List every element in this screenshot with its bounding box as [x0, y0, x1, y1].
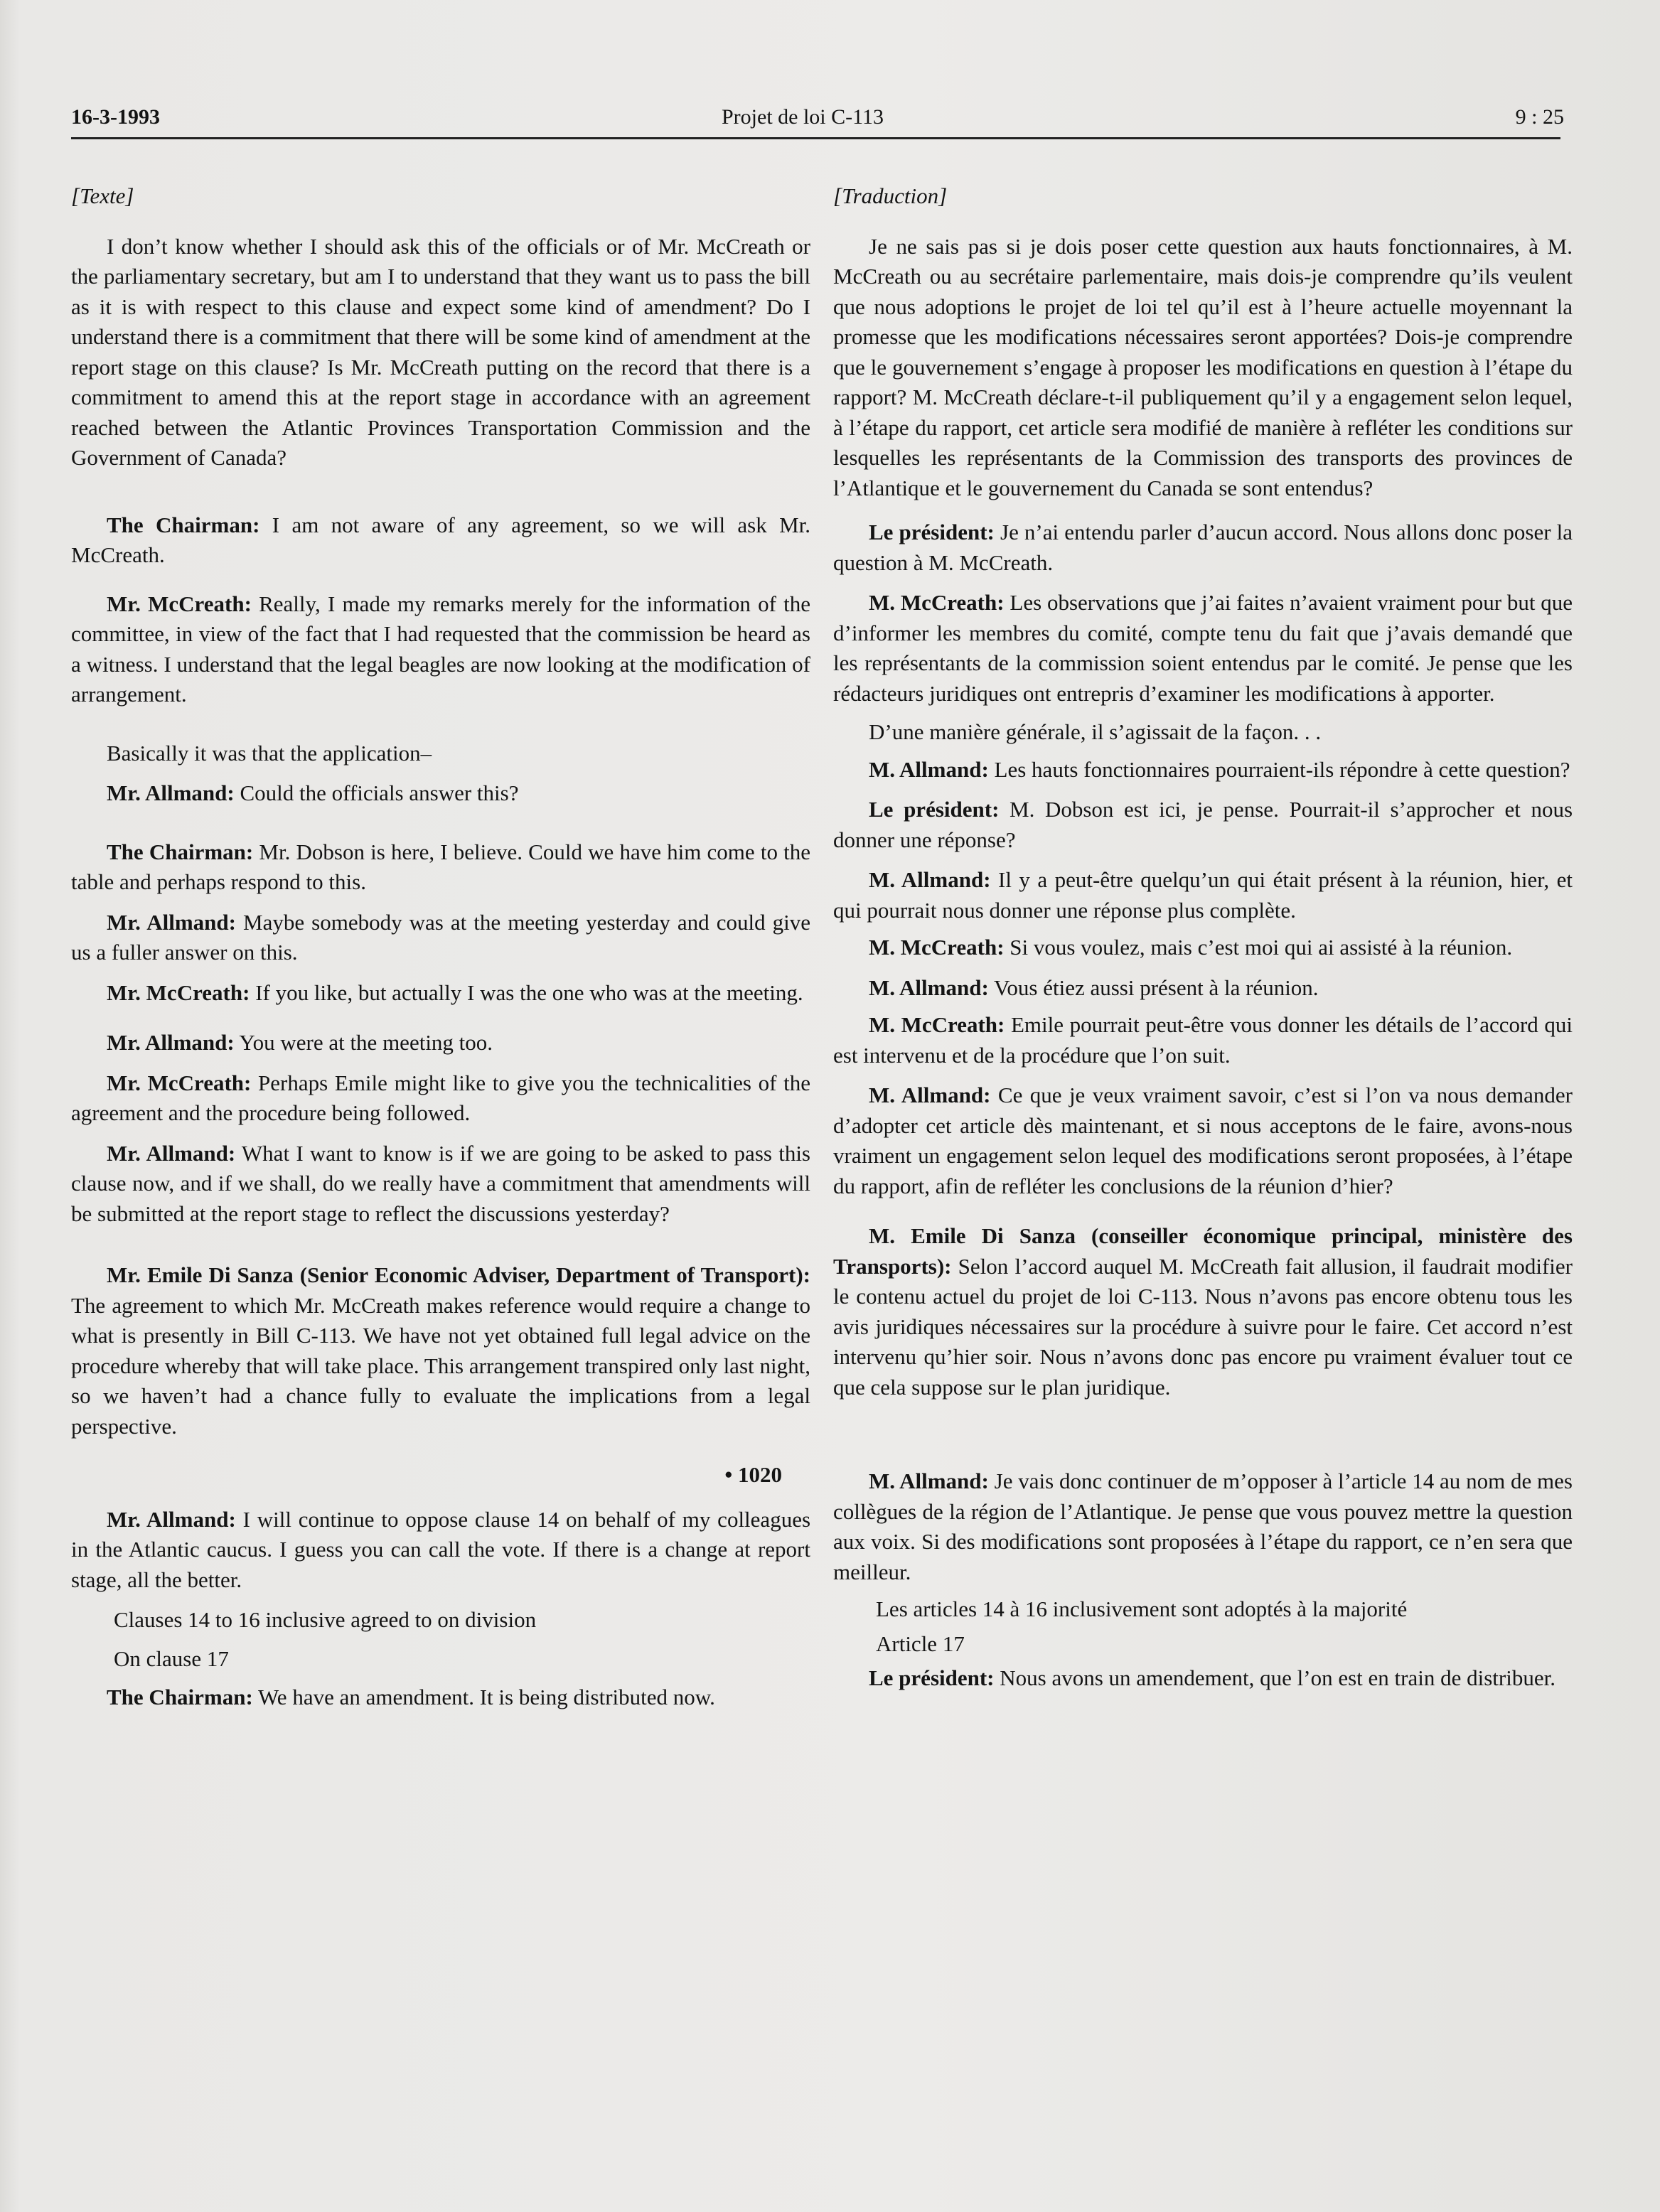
header-page-number: 9 : 25 [1515, 105, 1564, 129]
paragraph [833, 1010, 1573, 1070]
paragraph [71, 908, 810, 968]
paragraph [71, 510, 810, 571]
paragraph: I don’t know whether I should ask this of the officials or of Mr. McCreath or the parliamentary secretary, but am I to understand that they want us to pass the bill as it is with respect to this clause and expect some kind of amendment? Do I understand there is a commitment that there will be some kind of amendment at the report stage on this clause? Is Mr. McCreath putting on the record that there is a commitment to amend this at the report stage in accordance with an agreement reached between the Atlantic Provinces Transportation Commission and the Government of Canada? [71, 233, 810, 470]
speaker: Le président: [869, 797, 1000, 822]
clause-heading: Article 17 [876, 1631, 965, 1656]
page-header [71, 100, 1564, 142]
speech: Emile pourrait peut-être vous donner les détails de l’accord qui est intervenu et de la procédure que l’on suit. [833, 1012, 1573, 1068]
speech: Selon l’accord auquel M. McCreath fait allusion, il faudrait modifier le contenu actuel du projet de loi C-113. Nous n’avons pas encore obtenu tous les avis juridiques nécessaires sur la procédure à suivre pour le faire. Cet accord n’est intervenu qu’hier soir. Nous n’avons donc pas encore pu vraiment évaluer tout ce que cela suppose sur le plan juridique. [833, 1253, 1573, 1400]
speaker: Mr. Allmand: [107, 1030, 235, 1055]
speaker: M. Allmand: [869, 867, 991, 892]
speaker: Le président: [869, 520, 995, 544]
speaker: The Chairman: [107, 839, 254, 864]
speech: Ce que je veux vraiment savoir, c’est si l’on va nous demander d’adopter cet article dès maintenant, et si nous acceptons de le faire, avons-nous vraiment un engagement selon lequel des modifications seront proposées, à l’étape du rapport, afin de refléter les conclusions de la réunion d’hier? [833, 1083, 1573, 1198]
speech: M. Dobson est ici, je pense. Pourrait-il s’approcher et nous donner une réponse? [833, 797, 1573, 852]
clause-heading: On clause 17 [114, 1645, 229, 1671]
speech: Vous étiez aussi présent à la réunion. [994, 975, 1319, 1000]
speaker: M. Allmand: [869, 975, 989, 1000]
speaker: M. Emile Di Sanza (conseiller économique principal, ministère des Transports): [833, 1223, 1573, 1279]
speech: You were at the meeting too. [239, 1030, 493, 1055]
speaker: Mr. Allmand: [107, 909, 236, 935]
paragraph [833, 517, 1573, 578]
speech: What I want to know is if we are going to be asked to pass this clause now, and if we shall, do we really have a commitment that amendments will be submitted at the report stage to reflect the discussions yesterday? [71, 1140, 810, 1226]
speech: I will continue to oppose clause 14 on behalf of my colleagues in the Atlantic caucus. I guess you can call the vote. If there is a change at report stage, all the better. [71, 1506, 811, 1592]
speech: Il y a peut-être quelqu’un qui était présent à la réunion, hier, et qui pourrait nous donner une réponse plus complète. [833, 867, 1573, 923]
paragraph [71, 978, 810, 1009]
paragraph [833, 795, 1573, 855]
speech: Si vous voulez, mais c’est moi qui ai assisté à la réunion. [1010, 935, 1513, 960]
speaker: M. McCreath: [869, 590, 1005, 615]
speech: Could the officials answer this? [240, 780, 519, 805]
speech: Les hauts fonctionnaires pourraient-ils répondre à cette question? [994, 756, 1570, 782]
speaker: Le président: [869, 1665, 995, 1690]
time-marker: • 1020 [724, 1462, 782, 1487]
paragraph [71, 1505, 810, 1596]
paragraph [71, 1260, 810, 1441]
speaker: The Chairman: [107, 512, 260, 537]
paragraph [833, 933, 1573, 963]
speaker: M. McCreath: [869, 935, 1005, 960]
paragraph [71, 1139, 810, 1230]
speaker: M. McCreath: [869, 1012, 1005, 1037]
speech: Perhaps Emile might like to give you the technicalities of the agreement and the procedure being followed. [71, 1070, 810, 1125]
speaker: The Chairman: [107, 1685, 253, 1709]
speaker: M. Allmand: [869, 1469, 989, 1493]
speaker: M. Allmand: [869, 1083, 991, 1107]
speaker: Mr. McCreath: [107, 591, 252, 616]
paragraph [833, 865, 1573, 925]
speech: The agreement to which Mr. McCreath makes reference would require a change to what is presently in Bill C-113. We have not yet obtained full legal advice on the procedure whereby that will take place. This arrangement transpired only last night, so we haven’t had a chance fully to evaluate the implications from a legal perspective. [71, 1292, 810, 1439]
column-tag: [Traduction] [833, 183, 948, 208]
paragraph [833, 1221, 1573, 1402]
paragraph [71, 589, 810, 710]
paragraph [71, 1068, 810, 1129]
speech: Maybe somebody was at the meeting yesterday and could give us a fuller answer on this. [71, 909, 811, 965]
header-rule [71, 137, 1560, 139]
motion-result: Les articles 14 à 16 inclusivement sont adoptés à la majorité [876, 1596, 1408, 1621]
header-date: 16-3-1993 [71, 105, 160, 129]
paragraph [833, 1466, 1573, 1587]
paragraph [71, 837, 810, 898]
speech: Mr. Dobson is here, I believe. Could we have him come to the table and perhaps respond to this. [71, 839, 810, 894]
speech: Je vais donc continuer de m’opposer à l’article 14 au nom de mes collègues de la région de l’Atlantique. Je pense que vous pouvez mettre la question aux voix. Si des modifications sont proposées à l’étape du rapport, ce n’en sera que meilleur. [833, 1469, 1573, 1584]
paragraph [71, 1028, 810, 1058]
speaker: Mr. McCreath: [107, 1070, 252, 1095]
french-column [833, 181, 1573, 1712]
speech: Nous avons un amendement, que l’on est en train de distribuer. [1000, 1665, 1555, 1690]
column-tag: [Texte] [71, 183, 134, 208]
speaker: Mr. Allmand: [107, 1506, 236, 1532]
paragraph [833, 1080, 1573, 1201]
speech: Je n’ai entendu parler d’aucun accord. Nous allons donc poser la question à M. McCreath. [833, 520, 1573, 575]
speech: We have an amendment. It is being distributed now. [258, 1685, 715, 1709]
speaker: Mr. Emile Di Sanza (Senior Economic Adviser, Department of Transport): [107, 1262, 810, 1287]
paragraph [71, 778, 810, 809]
speech: Les observations que j’ai faites n’avaient vraiment pour but que d’informer les membres du comité, compte tenu du fait que j’avais demandé que les représentants de la commission soient entendus par le comité. Je pense que les rédacteurs juridiques ont entrepris d’examiner les modifications à apporter. [833, 590, 1573, 706]
paragraph [833, 588, 1573, 709]
motion-result: Clauses 14 to 16 inclusive agreed to on division [114, 1607, 537, 1632]
paragraph [71, 1682, 810, 1713]
speaker: Mr. Allmand: [107, 1140, 236, 1166]
speech: If you like, but actually I was the one who was at the meeting. [255, 979, 803, 1005]
paragraph: D’une manière générale, il s’agissait de la façon. . . [869, 719, 1322, 744]
speech: Really, I made my remarks merely for the information of the committee, in view of the fact that I had requested that the commission be heard as a witness. I understand that the legal beagles are now looking at the modification of arrangement. [71, 591, 810, 707]
paragraph [833, 1663, 1573, 1694]
speaker: Mr. McCreath: [107, 979, 250, 1005]
speaker: M. Allmand: [869, 756, 989, 782]
header-title: Projet de loi C-113 [722, 105, 884, 129]
paragraph: Basically it was that the application– [107, 740, 432, 766]
paragraph [833, 973, 1573, 1004]
paragraph: Je ne sais pas si je dois poser cette question aux hauts fonctionnaires, à M. McCreath ou au secrétaire parlementaire, mais dois-je comprendre qu’ils veulent que nous adoptions le projet de loi tel qu’il est à l’heure actuelle moyennant la promesse que les modifications nécessaires seront apportées? Dois-je comprendre que le gouvernement s’engage à proposer les modifications en question à l’étape du rapport? M. McCreath déclare-t-il publiquement qu’il y a engagement selon lequel, à l’étape du rapport, cet article sera modifié de manière à refléter les conditions sur lesquelles les représentants de la Commission des transports des provinces de l’Atlantique et le gouvernement du Canada se sont entendus? [833, 233, 1573, 500]
speaker: Mr. Allmand: [107, 780, 235, 805]
paragraph [833, 755, 1573, 785]
english-column [71, 181, 810, 1732]
speech: I am not aware of any agreement, so we will ask Mr. McCreath. [71, 512, 811, 567]
